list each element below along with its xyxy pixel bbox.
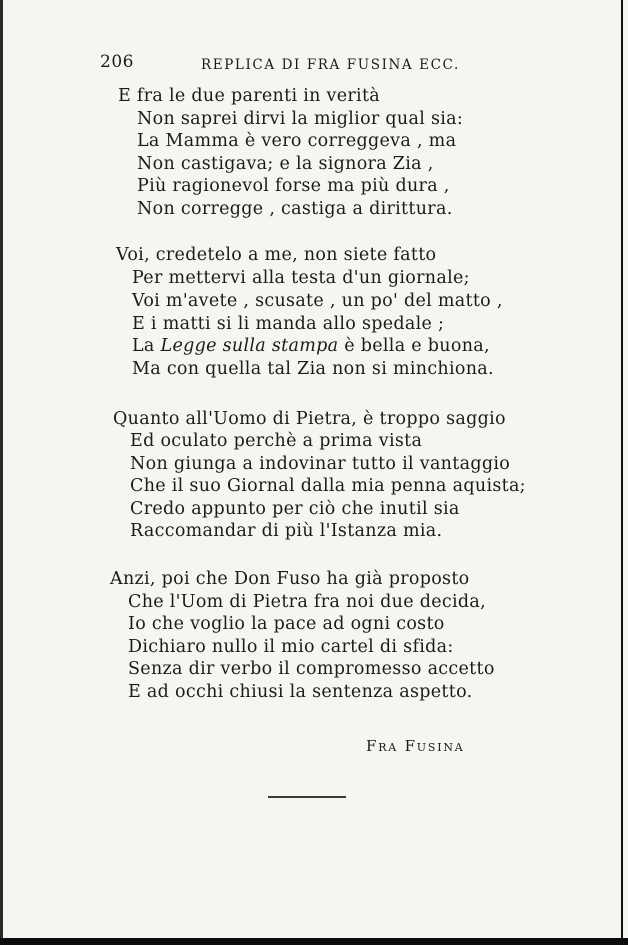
- verse-line: Che il suo Giornal dalla mia penna aquista;: [130, 476, 526, 496]
- running-title: REPLICA DI FRA FUSINA ECC.: [201, 57, 460, 73]
- verse-line: Che l'Uom di Pietra fra noi due decida,: [128, 592, 486, 612]
- closing-rule: [268, 796, 346, 798]
- verse-line: Non saprei dirvi la miglior qual sia:: [137, 109, 464, 129]
- verse-line-italic-phrase: [132, 336, 490, 356]
- verse-line: Senza dir verbo il compromesso accetto: [128, 659, 495, 679]
- verse-line: Quanto all'Uomo di Pietra, è troppo saggio: [113, 409, 506, 429]
- line-suffix: è bella e buona,: [338, 336, 490, 356]
- page-bottom-edge: [0, 938, 628, 945]
- verse-line: Non giunga a indovinar tutto il vantaggio: [130, 454, 511, 474]
- verse-line: Raccomandar di più l'Istanza mia.: [130, 521, 443, 541]
- author-signature: Fra Fusina: [366, 737, 465, 755]
- verse-line: E ad occhi chiusi la sentenza aspetto.: [128, 682, 473, 702]
- line-prefix: La: [132, 336, 161, 356]
- verse-line: La Mamma è vero correggeva , ma: [137, 131, 457, 151]
- verse-line: E fra le due parenti in verità: [118, 86, 381, 106]
- page-gutter-line: [621, 0, 623, 945]
- verse-line: Più ragionevol forse ma più dura ,: [137, 176, 450, 196]
- verse-line: Io che voglio la pace ad ogni costo: [128, 614, 445, 634]
- verse-line: Voi, credetelo a me, non siete fatto: [116, 245, 437, 265]
- verse-line: Non castigava; e la signora Zia ,: [137, 154, 434, 174]
- verse-line: Dichiaro nullo il mio cartel di sfida:: [128, 637, 454, 657]
- italic-title: Legge sulla stampa: [160, 336, 339, 356]
- verse-line: Non corregge , castiga a dirittura.: [137, 199, 453, 219]
- verse-line: E i matti si li manda allo spedale ;: [132, 314, 445, 334]
- verse-line: Ed oculato perchè a prima vista: [130, 431, 423, 451]
- page-left-edge: [0, 0, 3, 945]
- verse-line: Credo appunto per ciò che inutil sia: [130, 499, 460, 519]
- verse-line: Anzi, poi che Don Fuso ha già proposto: [110, 569, 470, 589]
- page-number: 206: [100, 52, 134, 72]
- verse-line: Per mettervi alla testa d'un giornale;: [132, 268, 470, 288]
- verse-line: Ma con quella tal Zia non si minchiona.: [132, 359, 494, 379]
- verse-line: Voi m'avete , scusate , un po' del matto ,: [132, 291, 503, 311]
